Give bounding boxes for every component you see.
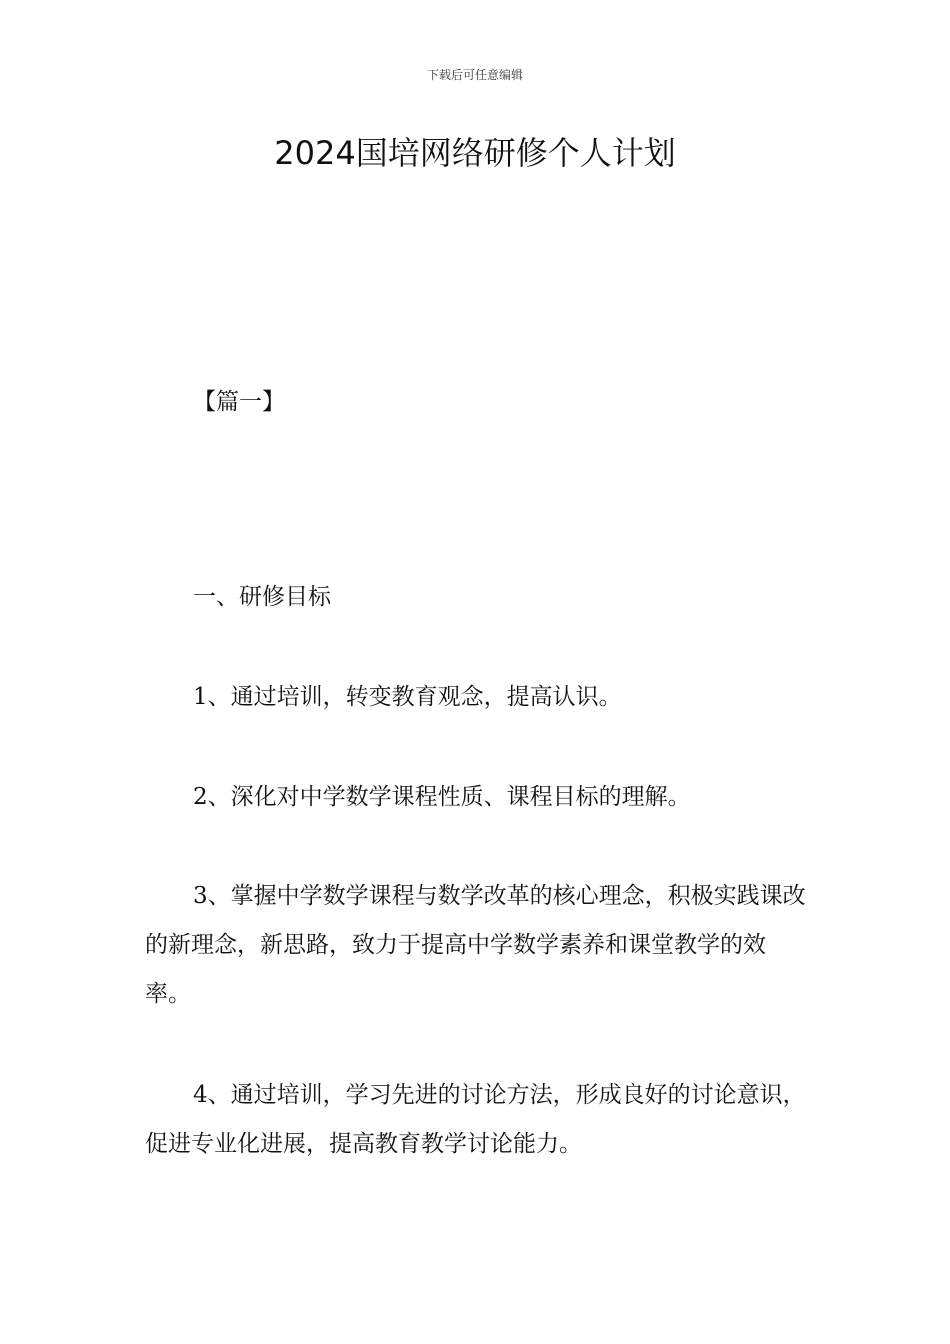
header-note: 下载后可任意编辑: [426, 68, 523, 82]
paragraph-item-3: 3、掌握中学数学课程与数学改革的核心理念，积极实践课改的新理念，新思路，致力于提高中学数学素养和课堂教学的效率。: [145, 883, 806, 1007]
document-title: 2024国培网络研修个人计划: [274, 134, 676, 172]
section-marker: 【篇一】: [193, 389, 285, 415]
paragraph-heading-goals: 一、研修目标: [193, 584, 331, 610]
paragraph-item-4: 4、通过培训，学习先进的讨论方法，形成良好的讨论意识，促进专业化进展，提高教育教学讨论能力。: [145, 1082, 806, 1157]
paragraph-item-1: 1、通过培训，转变教育观念，提高认识。: [193, 684, 622, 710]
paragraph-item-2: 2、深化对中学数学课程性质、课程目标的理解。: [193, 784, 691, 810]
